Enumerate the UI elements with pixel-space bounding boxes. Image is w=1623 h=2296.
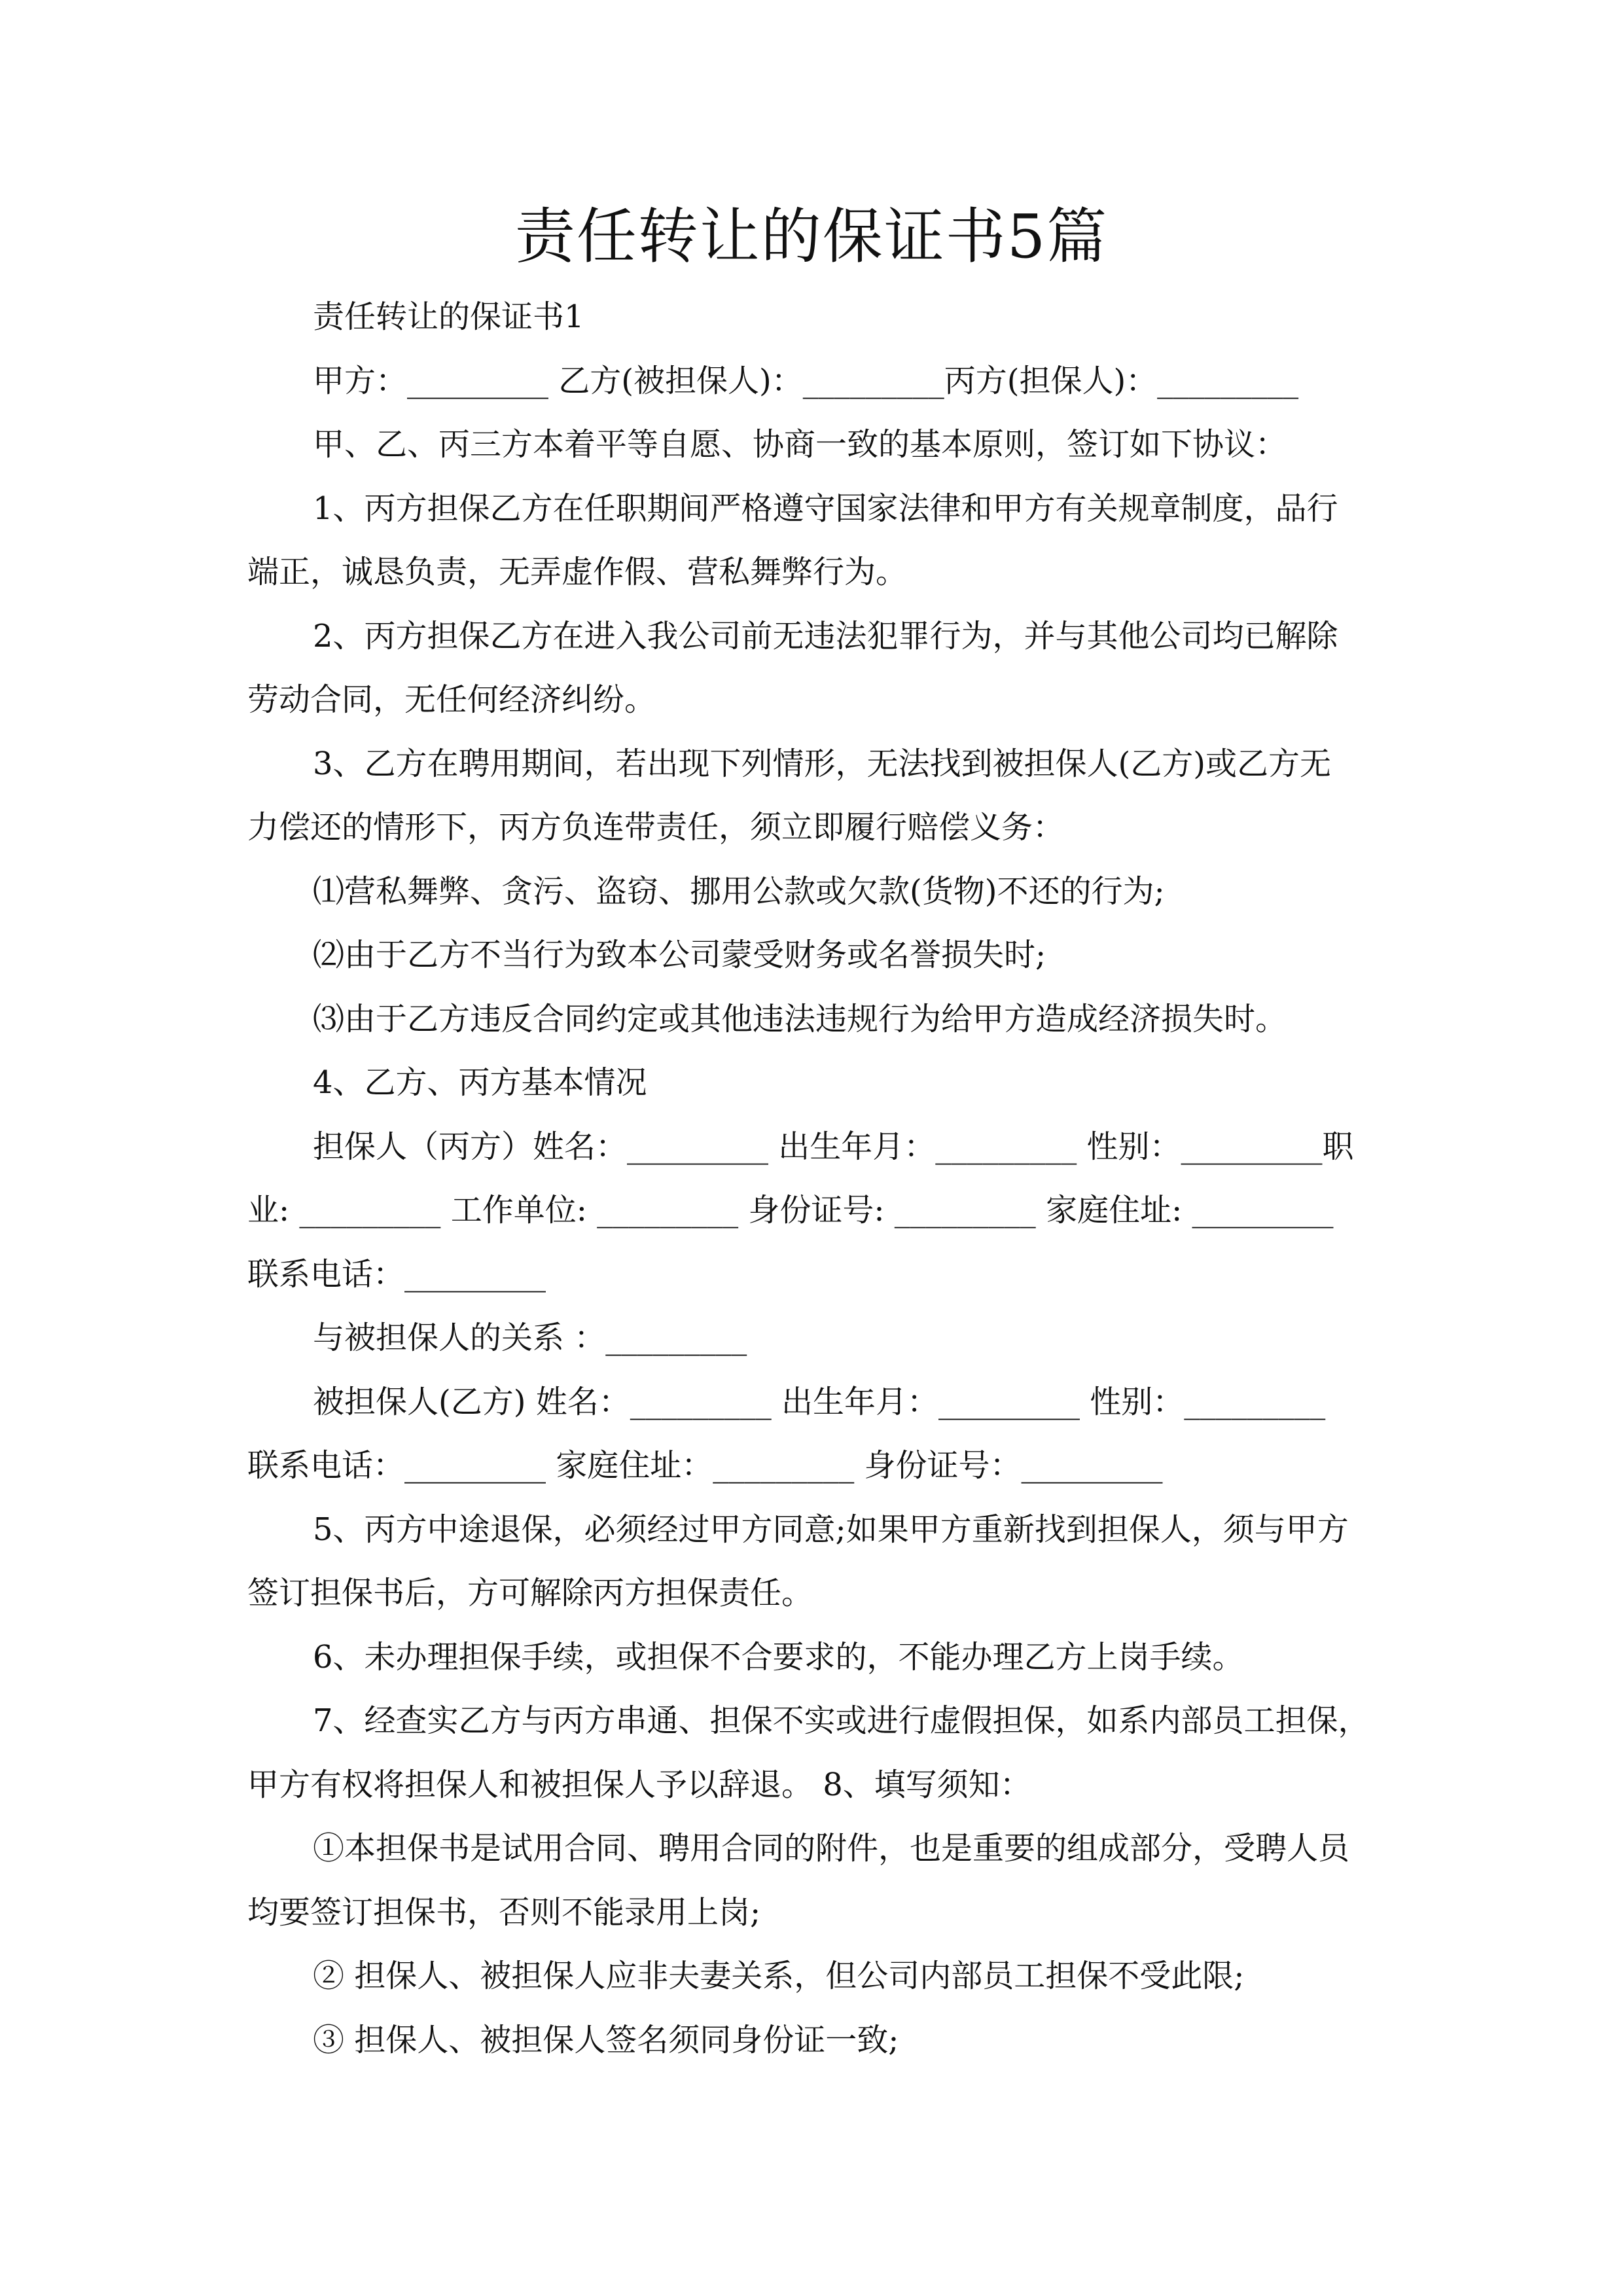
clause-3-item-2: ⑵由于乙方不当行为致本公司蒙受财务或名誉损失时; bbox=[313, 937, 1046, 973]
clause-1-line-2: 端正，诚恳负责，无弄虚作假、营私舞弊行为。 bbox=[247, 554, 908, 590]
clause-1-line-1: 1、丙方担保乙方在任职期间严格遵守国家法律和甲方有关规章制度，品行 bbox=[313, 490, 1338, 527]
clause-3-line-1: 3、乙方在聘用期间，若出现下列情形，无法找到被担保人(乙方)或乙方无 bbox=[313, 745, 1331, 782]
parties-line: 甲方：_________ 乙方(被担保人)：_________丙方(担保人)：_________ bbox=[313, 362, 1299, 399]
relationship-line: 与被担保人的关系 ：_________ bbox=[313, 1319, 747, 1356]
notice-2: ② 担保人、被担保人应非夫妻关系，但公司内部员工担保不受此限; bbox=[313, 1958, 1245, 1994]
clause-4-heading: 4、乙方、丙方基本情况 bbox=[313, 1064, 647, 1101]
guaranteed-info-line-2: 联系电话：_________ 家庭住址：_________ 身份证号：_________ bbox=[247, 1447, 1163, 1484]
clause-6: 6、未办理担保手续，或担保不合要求的，不能办理乙方上岗手续。 bbox=[313, 1638, 1244, 1676]
document-body bbox=[247, 285, 1380, 2072]
notice-3: ③ 担保人、被担保人签名须同身份证一致; bbox=[313, 2021, 899, 2058]
clause-3-item-3: ⑶由于乙方违反合同约定或其他违法违规行为给甲方造成经济损失时。 bbox=[313, 1000, 1287, 1037]
clause-3-line-2: 力偿还的情形下，丙方负连带责任，须立即履行赔偿义务： bbox=[247, 809, 1065, 846]
notice-1-line-2: 均要签订担保书，否则不能录用上岗; bbox=[247, 1893, 761, 1931]
clause-3-item-1: ⑴营私舞弊、贪污、盗窃、挪用公款或欠款(货物)不还的行为; bbox=[313, 872, 1165, 910]
clause-2-line-1: 2、丙方担保乙方在进入我公司前无违法犯罪行为，并与其他公司均已解除 bbox=[313, 617, 1338, 655]
guarantor-info-line-2: 业: _________ 工作单位: _________ 身份证号: _________ 家庭住址: _________ bbox=[247, 1192, 1334, 1229]
guarantor-phone-line: 联系电话：_________ bbox=[247, 1255, 546, 1293]
clause-7-line-1: 7、经查实乙方与丙方串通、担保不实或进行虚假担保，如系内部员工担保， bbox=[313, 1702, 1370, 1739]
section-heading: 责任转让的保证书1 bbox=[313, 298, 584, 335]
clause-5-line-1: 5、丙方中途退保，必须经过甲方同意;如果甲方重新找到担保人，须与甲方 bbox=[313, 1511, 1349, 1548]
guaranteed-info-line-1: 被担保人(乙方) 姓名：_________ 出生年月：_________ 性别：_________ bbox=[313, 1383, 1326, 1420]
clause-5-line-2: 签订担保书后，方可解除丙方担保责任。 bbox=[247, 1575, 813, 1611]
document-title: 责任转让的保证书5篇 bbox=[514, 202, 1109, 272]
agreement-intro: 甲、乙、丙三方本着平等自愿、协商一致的基本原则，签订如下协议： bbox=[313, 426, 1287, 463]
clause-2-line-2: 劳动合同，无任何经济纠纷。 bbox=[247, 681, 656, 718]
notice-1-line-1: ①本担保书是试用合同、聘用合同的附件，也是重要的组成部分，受聘人员 bbox=[313, 1830, 1350, 1867]
clause-7-line-2: 甲方有权将担保人和被担保人予以辞退。 8、填写须知： bbox=[247, 1766, 1031, 1803]
guarantor-info-line-1: 担保人（丙方）姓名：_________ 出生年月：_________ 性别：_________职 bbox=[313, 1128, 1354, 1165]
